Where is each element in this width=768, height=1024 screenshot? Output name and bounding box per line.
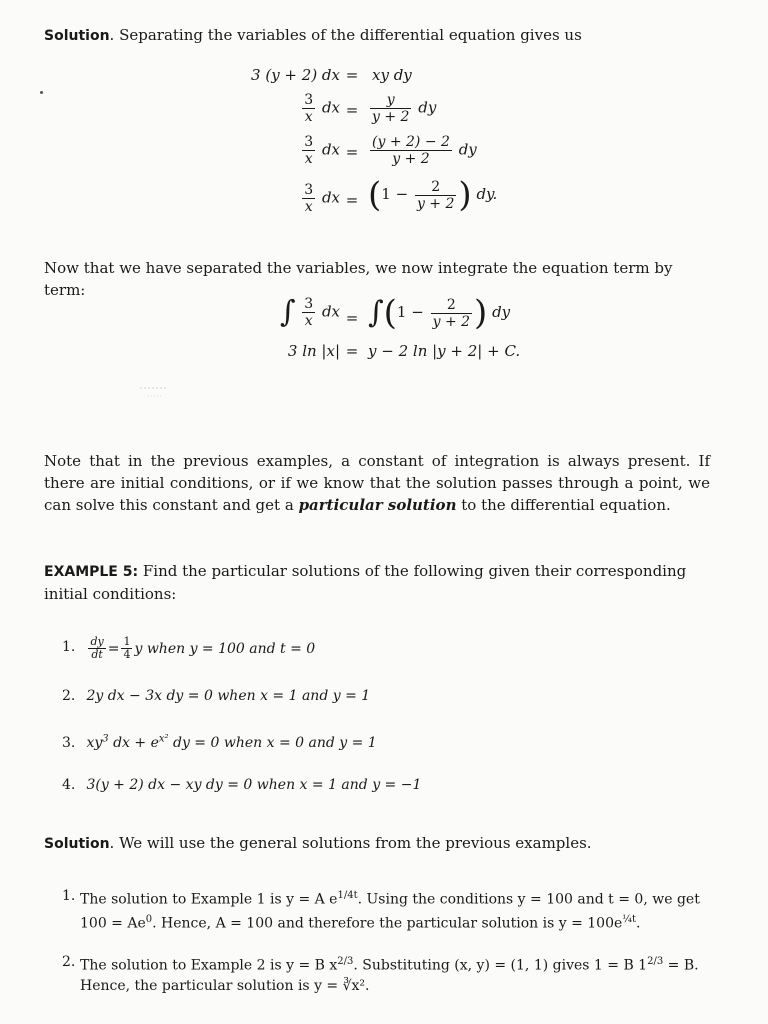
fraction: $\frac{3}{x}$ (304, 296, 314, 329)
list-item: 4. 3(y + 2) dx − xy dy = 0 when x = 1 and y = −1 (62, 777, 422, 793)
example-label: EXAMPLE 5: (44, 564, 139, 580)
list-item: 2. 2y dx − 3x dy = 0 when x = 1 and y = 1 (62, 688, 371, 704)
integral-sign: ∫ (368, 295, 384, 330)
problem-list (62, 636, 662, 806)
integrate-text: Now that we have separated the variables, we now integrate the equation term by term: (44, 259, 673, 299)
note-paragraph: Note that in the previous examples, a constant of integration is always present. If there are initial conditions, or if we know that the solution passes through a point, we can solve this constant and get a particular solution to the differential equation. (44, 452, 710, 514)
example-text: Find the particular solutions of the following given their corresponding initial conditions: (44, 562, 687, 603)
example-heading (44, 560, 710, 605)
fraction: $\frac{(y + 2) - 2}{y + 2}$ (372, 134, 450, 167)
solution-label: Solution (44, 836, 110, 852)
fraction: $\frac{y}{y + 2}$ (372, 92, 410, 125)
fraction: $\frac{1}{4}$ (123, 635, 131, 661)
fraction: $\frac{2}{y + 2}$ (416, 178, 455, 212)
particular-solution-emphasis: particular solution (298, 496, 457, 514)
scan-smudge (138, 385, 172, 401)
solution-heading: Solution. We will use the general solutions from the previous examples. (44, 834, 592, 852)
equation-relation: = (345, 66, 359, 84)
intro-text: Separating the variables of the differential equation gives us (119, 26, 582, 44)
integral-sign: ∫ (279, 294, 296, 330)
integral-equations: ∫ $\frac{3}{x}$ dx = ∫(1 − $\frac{2}{y + 2}$ ) dy 3 ln |x| = y − 2 ln |y + 2| + C. (279, 293, 521, 360)
list-item: 3. $xy^3$ dx + $e^{x^2}$ dy = 0 when x = 0 and y = 1 (62, 733, 377, 751)
separation-equations: 3 (y + 2) dx = xy dy $\frac{3}{x}$ dx = $\frac{y}{y + 2}$ dy $\frac{3}{x}$ dx = $\frac{(y + 2) - 2}{y + 2}$ dy $\frac{3}{x}$ dx = (1 − $\frac{2}{y + 2}$ ) dy. (220, 66, 520, 226)
fraction: $\frac{dy}{dt}$ (90, 635, 104, 661)
solution-intro: Solution. Separating the variables of the differential equation gives us (44, 26, 582, 44)
equation-lhs: 3 (y + 2) dx (251, 66, 340, 84)
fraction: $\frac{3}{x}$ (304, 182, 314, 215)
fraction: $\frac{3}{x}$ (304, 134, 314, 167)
list-item: 1. $\frac{dy}{dt}$ = $\frac{1}{4}$ y when y = 100 and t = 0 (62, 635, 316, 661)
scan-speck (40, 91, 43, 94)
equation-rhs: xy dy (372, 66, 412, 84)
solution-label: Solution (44, 28, 110, 44)
solution-list: 1. The solution to Example 1 is y = A $e^{1/4t}$. Using the conditions y = 100 and t = 0, we get $100 = Ae^0$. Hence, A = 100 and therefore the particular solution is $y = 100e^{\frac{1}{4}t}$. 2. The solution to Example 2 is y = B $x^{2/3}$. Substituting (x, y) = (1, 1) gives 1 = B $1^{2/3} = B$. Hence, the particular solution is y = ∛x². (62, 888, 700, 994)
fraction: $\frac{3}{x}$ (304, 92, 314, 125)
fraction: $\frac{2}{y + 2}$ (432, 296, 471, 330)
